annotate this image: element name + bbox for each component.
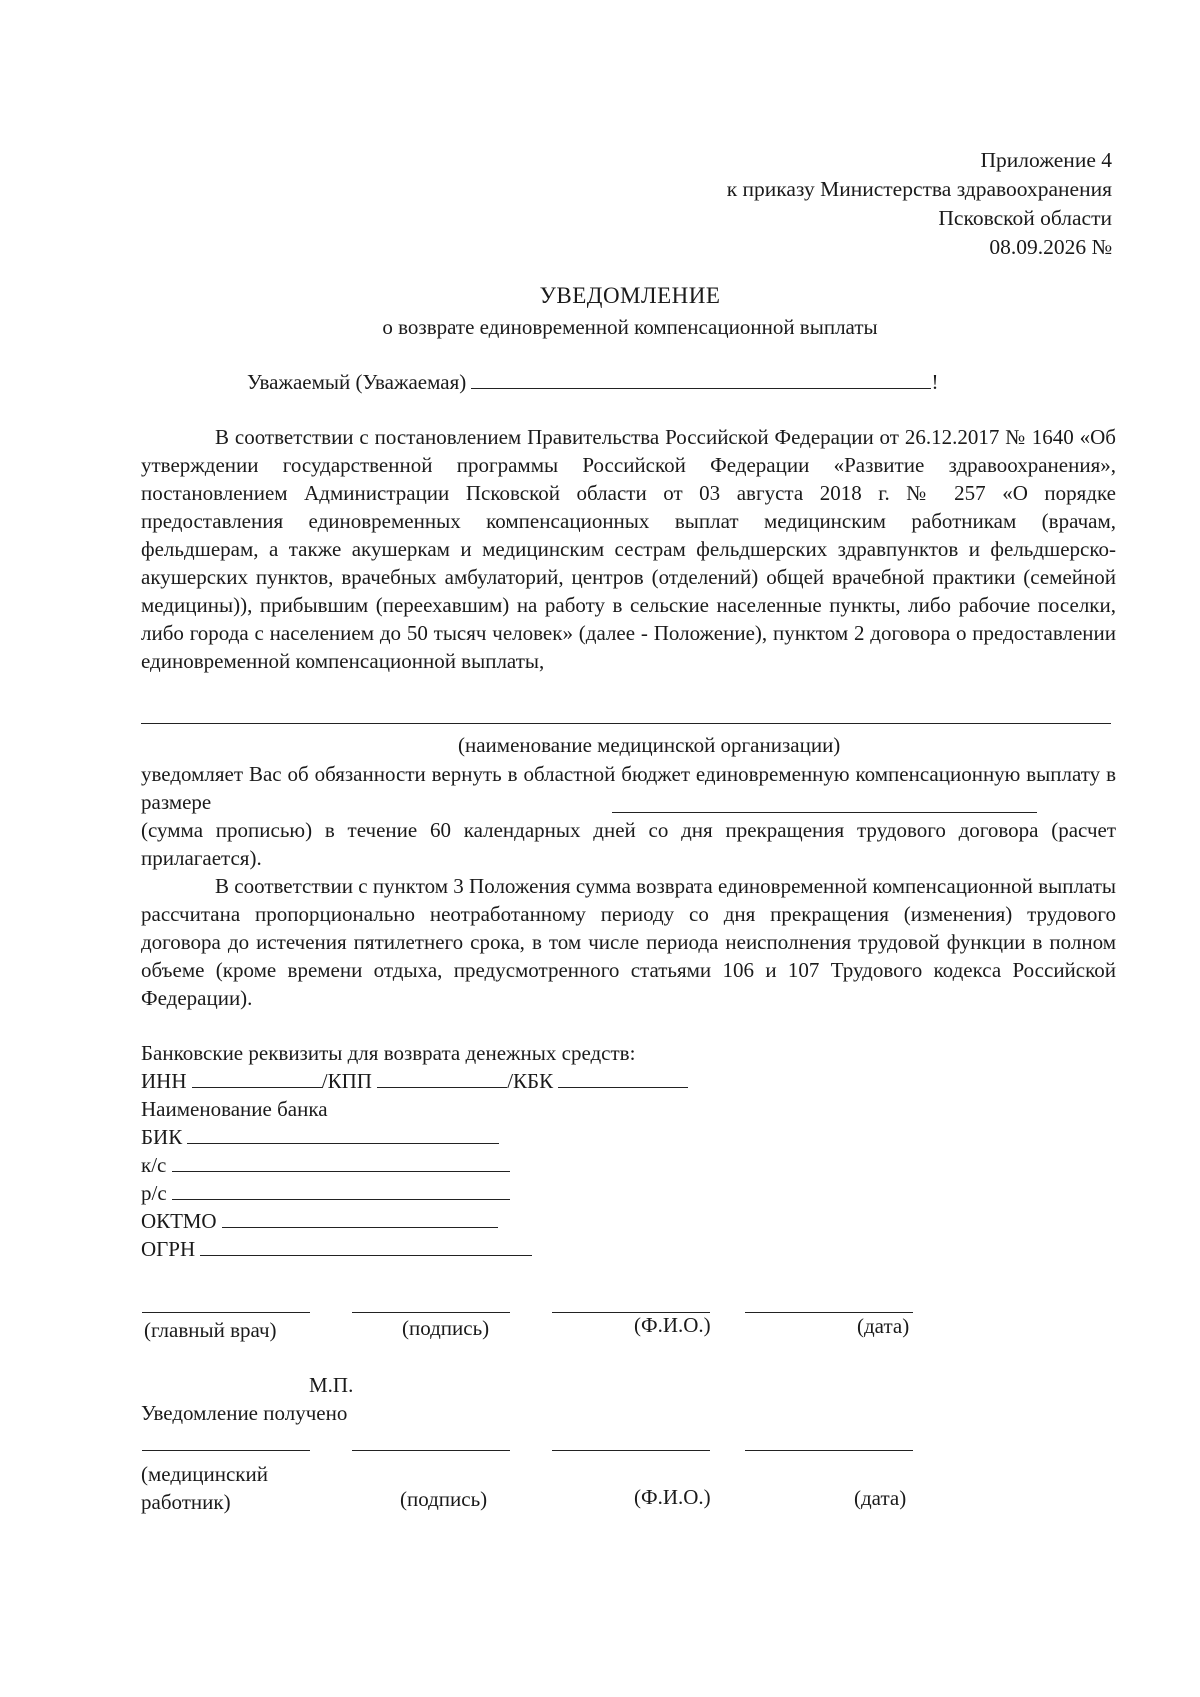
oktmo-blank[interactable] (222, 1209, 498, 1228)
head-doctor-date-line[interactable] (745, 1312, 913, 1313)
inn-label: ИНН (141, 1069, 187, 1093)
head-doctor-role-line[interactable] (142, 1312, 310, 1313)
rs-line (141, 1179, 510, 1207)
head-doctor-label: (главный врач) (144, 1318, 277, 1342)
paragraph-notice-start: уведомляет Вас об обязанности вернуть в областной бюджет единовременную компенсационную выплату в размере (141, 762, 1116, 814)
kpp-label: /КПП (321, 1069, 372, 1093)
date-label-1: (дата) (857, 1314, 910, 1338)
appendix-line-2: к приказу Министерства здравоохранения (726, 177, 1112, 201)
paragraph-legal-basis: В соответствии с постановлением Правительства Российской Федерации от 26.12.2017 № 1640 «Об утверждении государственной программы Российской Федерации «Развитие здравоохранения», постановлением Администрации Псковской области от 03 августа 2018 г. № 257 «О порядке предоставления единовременных компенсационных выплат медицинским работникам (врачам, фельдшерам, а также акушеркам и медицинским сестрам фельдшерских здравпунктов и фельдшерско-акушерских пунктов, врачебных амбулаторий, центров (отделений) общей врачебной практики (семейной медицины)), прибывшим (переехавшим) на работу в сельские населенные пункты, либо рабочие поселки, либо города с населением до 50 тысяч человек» (далее - Положение), пунктом 2 договора о предоставлении единовременной компенсационной выплаты, (141, 425, 1116, 673)
ogrn-line (141, 1235, 532, 1263)
signature-label-2: (подпись) (400, 1487, 488, 1511)
bik-line (141, 1123, 499, 1151)
kpp-blank[interactable] (377, 1069, 507, 1088)
paragraph-calculation: В соответствии с пунктом 3 Положения сумма возврата единовременной компенсационной выплаты рассчитана пропорционально неотработанному периоду со дня прекращения (изменения) трудового договора до истечения пятилетнего срока, в том числе периода неисполнения трудовой функции в полном объеме (кроме времени отдыха, предусмотренного статьями 106 и 107 Трудового кодекса Российской Федерации). (141, 874, 1116, 1010)
appendix-block (727, 146, 1112, 262)
appendix-line-1: Приложение 4 (980, 148, 1112, 172)
organization-caption: (наименование медицинской организации) (458, 733, 841, 757)
appendix-line-3: Псковской области (938, 206, 1112, 230)
kbk-label: /КБК (507, 1069, 554, 1093)
greeting-line (247, 370, 938, 395)
organization-name-blank[interactable] (141, 723, 1111, 724)
inn-blank[interactable] (192, 1069, 322, 1088)
ks-label: к/с (141, 1153, 167, 1177)
recipient-name-blank[interactable] (471, 370, 931, 389)
inn-kpp-kbk-line (141, 1067, 688, 1095)
ks-line (141, 1151, 510, 1179)
appendix-line-4: 08.09.2026 № (989, 235, 1112, 259)
document-title: УВЕДОМЛЕНИЕ (539, 283, 721, 308)
paragraph-notice-sum: (сумма прописью) в течение 60 календарных дней со дня прекращения трудового договора (расчет прилагается). (141, 818, 1116, 870)
bank-heading: Банковские реквизиты для возврата денежных средств: (141, 1041, 636, 1065)
oktmo-line (141, 1207, 498, 1235)
worker-label-line-1: (медицинский (141, 1462, 268, 1486)
worker-label-line-2: работник) (141, 1490, 231, 1514)
stamp-label: М.П. (309, 1373, 354, 1397)
ks-blank[interactable] (172, 1153, 510, 1172)
sum-blank[interactable] (612, 812, 1037, 813)
worker-role-line[interactable] (142, 1450, 310, 1451)
signature-label-1: (подпись) (402, 1316, 490, 1340)
ogrn-blank[interactable] (200, 1237, 532, 1256)
worker-fio-line[interactable] (552, 1450, 710, 1451)
bik-label: БИК (141, 1125, 183, 1149)
oktmo-label: ОКТМО (141, 1209, 217, 1233)
worker-label (141, 1460, 268, 1516)
worker-date-line[interactable] (745, 1450, 913, 1451)
received-label: Уведомление получено (141, 1401, 348, 1425)
ogrn-label: ОГРН (141, 1237, 196, 1261)
bik-blank[interactable] (187, 1125, 499, 1144)
fio-label-2: (Ф.И.О.) (634, 1485, 711, 1509)
rs-label: р/с (141, 1181, 167, 1205)
document-subtitle: о возврате единовременной компенсационной выплаты (382, 315, 878, 339)
fio-label-1: (Ф.И.О.) (634, 1313, 711, 1337)
greeting-exclamation: ! (931, 370, 939, 394)
rs-blank[interactable] (172, 1181, 510, 1200)
greeting-text: Уважаемый (Уважаемая) (247, 370, 467, 394)
bank-name-label: Наименование банка (141, 1097, 328, 1121)
date-label-2: (дата) (854, 1486, 907, 1510)
worker-sign-line[interactable] (352, 1450, 510, 1451)
head-doctor-sign-line[interactable] (352, 1312, 510, 1313)
kbk-blank[interactable] (558, 1069, 688, 1088)
